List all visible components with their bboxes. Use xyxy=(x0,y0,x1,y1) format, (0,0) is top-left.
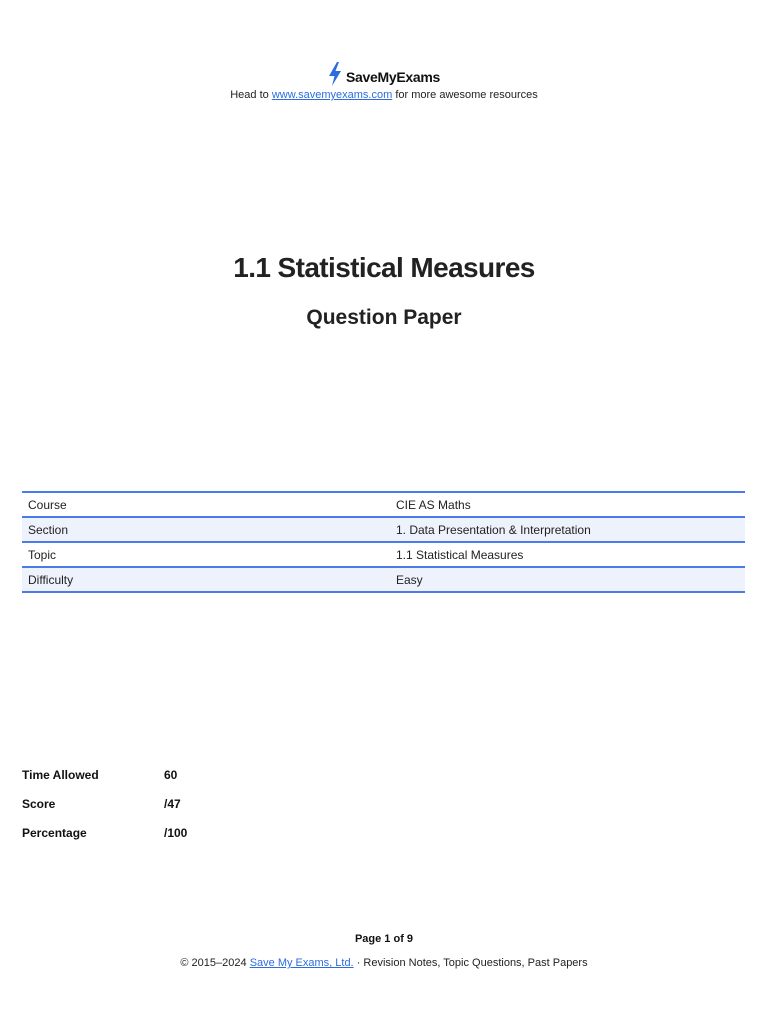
copyright-suffix: · Revision Notes, Topic Questions, Past Papers xyxy=(356,957,588,969)
table-label: Section xyxy=(22,517,389,542)
meta-label: Percentage xyxy=(22,825,87,840)
table-label: Topic xyxy=(22,542,389,567)
table-row xyxy=(22,567,745,592)
lightning-bolt-icon xyxy=(328,62,342,91)
table-value: 1. Data Presentation & Interpretation xyxy=(389,517,745,542)
table-label: Course xyxy=(22,492,389,517)
company-link[interactable]: Save My Exams, Ltd. xyxy=(249,957,354,969)
copyright-prefix: © 2015–2024 xyxy=(180,957,247,969)
meta-value: /47 xyxy=(164,796,181,811)
brand-logo xyxy=(0,62,768,91)
copyright-line xyxy=(0,957,768,969)
table-row xyxy=(22,492,745,517)
page-subtitle: Question Paper xyxy=(306,306,462,329)
meta-row-time xyxy=(22,760,187,789)
meta-value: 60 xyxy=(164,767,178,782)
table-value: CIE AS Maths xyxy=(389,492,745,517)
website-link[interactable]: www.savemyexams.com xyxy=(271,89,393,101)
brand-name: SaveMyExams xyxy=(346,68,440,85)
header-line xyxy=(0,89,768,101)
meta-label: Time Allowed xyxy=(22,767,99,782)
table-row xyxy=(22,517,745,542)
table-row xyxy=(22,542,745,567)
meta-row-score xyxy=(22,789,187,818)
table-value: Easy xyxy=(389,567,745,592)
table-value: 1.1 Statistical Measures xyxy=(389,542,745,567)
header-prefix: Head to xyxy=(230,89,269,101)
meta-value: /100 xyxy=(164,825,188,840)
header-suffix: for more awesome resources xyxy=(395,89,538,101)
exam-meta xyxy=(22,760,187,847)
info-table xyxy=(22,491,745,593)
meta-label: Score xyxy=(22,796,56,811)
table-label: Difficulty xyxy=(22,567,389,592)
page-number: Page 1 of 9 xyxy=(354,933,414,945)
page-title: 1.1 Statistical Measures xyxy=(233,252,535,283)
meta-row-percentage xyxy=(22,818,187,847)
